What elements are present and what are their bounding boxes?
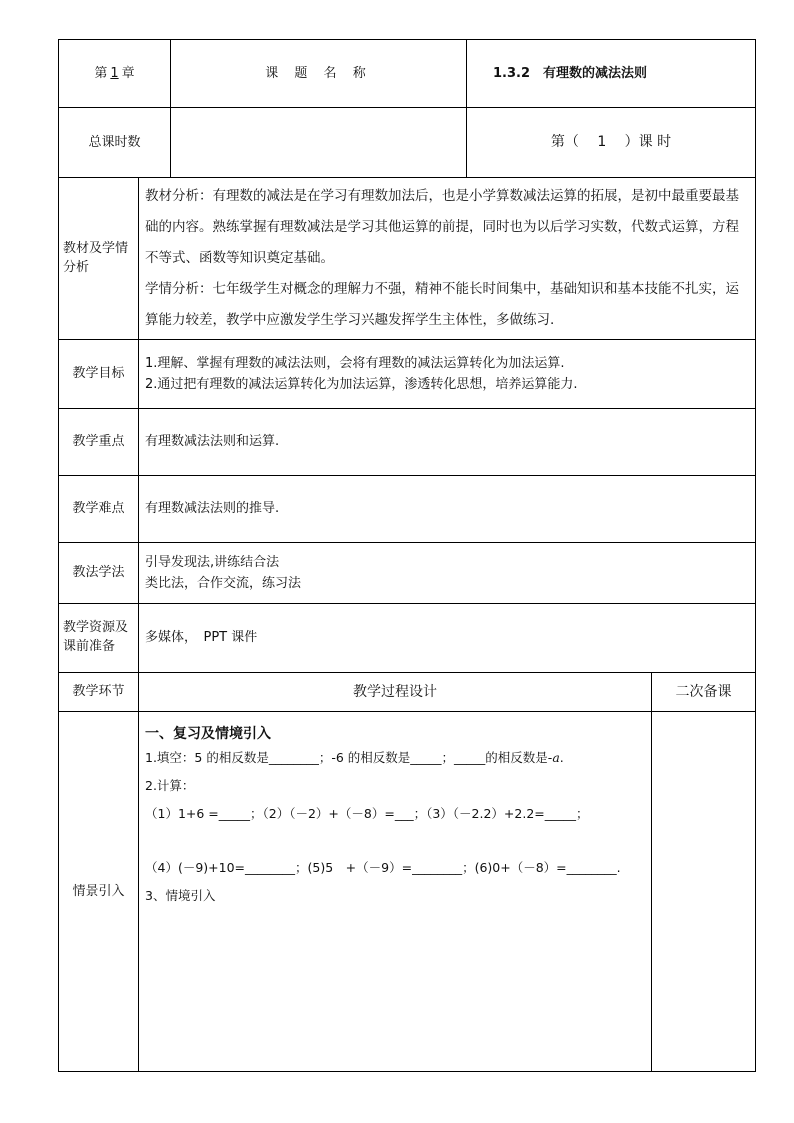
- material-analysis: 教材分析：有理数的减法是在学习有理数加法后，也是小学算数减法运算的拓展，是初中最重要最基础的内容。熟练掌握有理数减法是学习其他运算的前提，同时也为以后学习实数，代数式运算，方程不等式、函数等知识奠定基础。: [145, 188, 739, 266]
- resources-text: 多媒体， PPT 课件: [139, 604, 756, 673]
- stage-label: 情景引入: [59, 712, 139, 1072]
- analysis-content: [139, 178, 756, 340]
- methods-label: 教法学法: [59, 543, 139, 604]
- chapter-suffix: 章: [121, 65, 135, 81]
- question-1-text: 1.填空：5 的相反数是________；-6 的相反数是_____；_____的相反数是-: [145, 750, 553, 765]
- analysis-label: 教材及学情分析: [59, 178, 139, 340]
- process-content: [139, 712, 652, 1072]
- chapter-number: 1: [110, 65, 119, 81]
- header-row: [59, 40, 756, 108]
- resources-row: [59, 604, 756, 673]
- design-header: 教学过程设计: [139, 673, 652, 712]
- lesson-title: 1.3.2 有理数的减法法则: [467, 40, 756, 108]
- question-2-line-2: （4）(－9)+10=________；(5)5 +（－9）=________；(6)0+（－8）=________.: [145, 860, 621, 875]
- process-row: [59, 712, 756, 1072]
- objective-item: 1.理解、掌握有理数的减法法则，会将有理数的减法运算转化为加法运算.: [145, 356, 565, 371]
- resources-label: 教学资源及课前准备: [59, 604, 139, 673]
- total-hours-label: 总课时数: [59, 108, 171, 178]
- process-header-row: [59, 673, 756, 712]
- variable-a: a: [552, 750, 560, 765]
- difficulties-label: 教学难点: [59, 476, 139, 543]
- lesson-hour: 第（ 1 ）课 时: [467, 108, 756, 178]
- objectives-content: [139, 340, 756, 409]
- section-title: 一、复习及情境引入: [145, 726, 271, 742]
- stage-header: 教学环节: [59, 673, 139, 712]
- difficulties-text: 有理数减法法则的推导.: [139, 476, 756, 543]
- difficulties-row: [59, 476, 756, 543]
- lesson-plan-table: [58, 39, 756, 1072]
- objectives-row: [59, 340, 756, 409]
- method-line: 引导发现法,讲练结合法: [145, 555, 280, 570]
- objectives-label: 教学目标: [59, 340, 139, 409]
- question-1: [145, 748, 645, 768]
- key-points-label: 教学重点: [59, 409, 139, 476]
- question-2-line-1: （1）1+6 =_____；（2）（－2）+（－8）=___；（3）（－2.2）+2.2=_____；: [145, 806, 589, 821]
- hours-row: [59, 108, 756, 178]
- methods-content: [139, 543, 756, 604]
- methods-row: [59, 543, 756, 604]
- key-points-row: [59, 409, 756, 476]
- course-name-label: 课 题 名 称: [171, 40, 467, 108]
- student-analysis: 学情分析：七年级学生对概念的理解力不强，精神不能长时间集中，基础知识和基本技能不扎实，运算能力较差，教学中应激发学生学习兴趣发挥学生主体性，多做练习.: [145, 281, 739, 328]
- revision-header: 二次备课: [652, 673, 756, 712]
- objective-item: 2.通过把有理数的减法运算转化为加法运算，渗透转化思想，培养运算能力.: [145, 377, 578, 392]
- method-line: 类比法，合作交流，练习法: [145, 576, 302, 591]
- chapter-cell: [59, 40, 171, 108]
- revision-cell: [652, 712, 756, 1072]
- total-hours-value: [171, 108, 467, 178]
- question-2-title: 2.计算：: [145, 778, 195, 793]
- chapter-prefix: 第: [94, 65, 108, 81]
- analysis-row: [59, 178, 756, 340]
- question-3: 3、情境引入: [145, 888, 216, 903]
- key-points-text: 有理数减法法则和运算.: [139, 409, 756, 476]
- question-1-end: .: [559, 750, 564, 765]
